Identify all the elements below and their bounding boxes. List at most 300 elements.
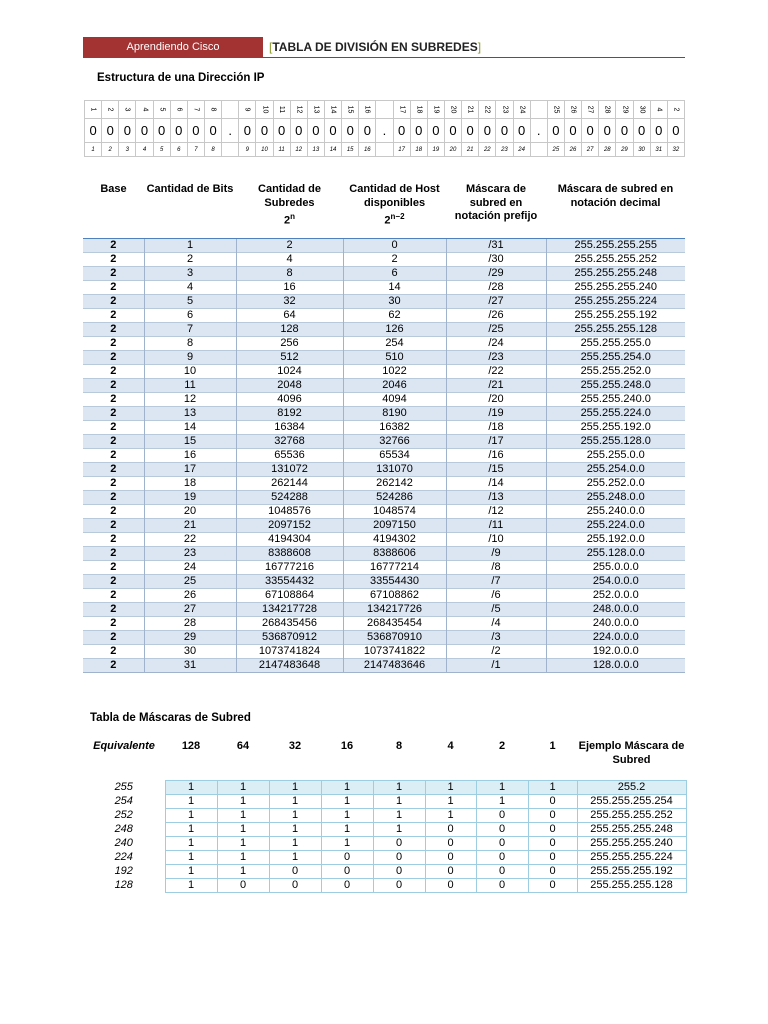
cell-equivalent: 224 [83,850,165,864]
ip-bottom-number-cell [462,143,479,157]
ip-bottom-number-cell [291,143,308,157]
cell-hosts: 1073741822 [343,644,446,658]
cell-decimal: 255.255.255.248 [546,266,685,280]
cell-bit: 0 [476,864,528,878]
cell-base: 2 [83,630,144,644]
ip-bit: 0 [291,119,308,143]
ip-top-number-cell [342,100,359,119]
ip-bit: 0 [582,119,599,143]
cell-subnets: 4 [236,252,343,266]
ip-bit: 0 [188,119,205,143]
cell-base: 2 [83,490,144,504]
ip-bottom-number: 14 [329,146,337,153]
cell-subnets: 2147483648 [236,658,343,672]
header-bit-weight: 8 [395,740,403,752]
cell-bit: 1 [476,794,528,808]
cell-decimal: 255.255.248.0 [546,378,685,392]
ip-bottom-number-cell [222,143,239,157]
cell-equivalent: 248 [83,822,165,836]
cell-hosts: 16382 [343,420,446,434]
cell-bit: 1 [425,780,476,794]
cell-prefix: /14 [446,476,546,490]
cell-subnets: 536870912 [236,630,343,644]
cell-base: 2 [83,392,144,406]
table-row [83,780,686,794]
cell-hosts: 32766 [343,434,446,448]
ip-bit: 0 [514,119,531,143]
cell-bit: 1 [373,794,425,808]
subnets-formula-base: 2 [283,214,291,227]
cell-subnets: 33554432 [236,574,343,588]
ip-bottom-number: 23 [501,146,508,153]
cell-base: 2 [83,308,144,322]
cell-bits: 18 [144,476,236,490]
cell-bit: 1 [217,836,269,850]
header-bits: Cantidad de Bits [146,183,234,195]
table-row [83,560,685,574]
header-decimal: Máscara de subred en notación decimal [557,183,674,209]
ip-top-number-cell [376,100,393,119]
cell-base: 2 [83,294,144,308]
cell-base: 2 [83,420,144,434]
table-row [83,420,685,434]
cell-prefix: /4 [446,616,546,630]
cell-bit: 0 [476,836,528,850]
cell-bit: 0 [269,864,321,878]
cell-bit: 1 [217,780,269,794]
cell-decimal: 128.0.0.0 [546,658,685,672]
ip-bottom-number-cell [256,143,273,157]
cell-equivalent: 192 [83,864,165,878]
cell-bit: 1 [321,794,373,808]
ip-bit: 0 [496,119,513,143]
ip-bottom-number-cell [548,143,565,157]
ip-bottom-number: 9 [245,146,249,153]
cell-bits: 4 [144,280,236,294]
cell-bit: 0 [373,878,425,892]
cell-bit: 1 [165,836,217,850]
ip-bottom-number: 5 [159,146,164,153]
header-prefix: Máscara de subred en notación prefijo [454,183,538,222]
cell-decimal: 255.255.255.0 [546,336,685,350]
ip-top-number: 6 [175,107,183,112]
cell-bit: 1 [528,780,577,794]
table-row [83,280,685,294]
ip-top-number-cell [531,100,548,119]
table-row [83,794,686,808]
cell-decimal: 248.0.0.0 [546,602,685,616]
cell-base: 2 [83,252,144,266]
ip-bottom-number: 16 [363,146,371,153]
cell-prefix: /20 [446,392,546,406]
cell-bits: 9 [144,350,236,364]
table-row [83,822,686,836]
cell-bits: 8 [144,336,236,350]
ip-bottom-number: 29 [621,146,628,153]
table-row [83,266,685,280]
brand-label: Aprendiendo Cisco [83,37,263,58]
cell-hosts: 33554430 [343,574,446,588]
ip-top-number: 2 [106,107,114,112]
title-bracket-close: ] [477,40,482,54]
ip-bottom-number: 4 [142,146,147,153]
ip-bottom-number-cell [411,143,428,157]
table-row [83,462,685,476]
cell-base: 2 [83,448,144,462]
ip-bottom-number: 15 [346,146,354,153]
cell-subnets: 16384 [236,420,343,434]
cell-bit: 1 [217,808,269,822]
table-row [83,878,686,892]
ip-bit-row [84,119,685,143]
ip-bit: 0 [359,119,376,143]
cell-subnets: 524288 [236,490,343,504]
ip-top-number-cell [274,100,291,119]
hosts-formula-base: 2 [384,214,391,227]
cell-decimal: 255.255.128.0 [546,434,685,448]
cell-bit: 1 [269,808,321,822]
table-row [83,448,685,462]
cell-prefix: /1 [446,658,546,672]
ip-top-number: 15 [346,105,354,114]
cell-bit: 1 [373,822,425,836]
cell-example-mask: 255.255.255.224 [577,850,686,864]
ip-top-number: 17 [398,105,406,114]
cell-bit: 0 [528,850,577,864]
cell-equivalent: 255 [83,780,165,794]
cell-prefix: /26 [446,308,546,322]
cell-hosts: 2097150 [343,518,446,532]
cell-decimal: 255.255.255.252 [546,252,685,266]
ip-top-number: 18 [415,105,423,114]
cell-prefix: /8 [446,560,546,574]
cell-hosts: 536870910 [343,630,446,644]
cell-bit: 0 [528,822,577,836]
cell-bit: 1 [269,794,321,808]
cell-subnets: 2 [236,238,343,252]
header-base: Base [100,183,127,195]
ip-bottom-number: 19 [432,146,440,153]
cell-bit: 0 [528,794,577,808]
ip-top-number-cell [582,100,599,119]
cell-bits: 2 [144,252,236,266]
cell-bit: 1 [425,794,476,808]
cell-bits: 31 [144,658,236,672]
ip-top-number-cell [136,100,153,119]
ip-bit: 0 [668,119,685,143]
cell-bit: 1 [373,780,425,794]
cell-decimal: 255.255.255.192 [546,308,685,322]
ip-bit: 0 [239,119,256,143]
cell-subnets: 8 [236,266,343,280]
ip-top-number: 4 [140,107,148,112]
ip-bottom-number: 8 [211,146,215,153]
ip-top-number: 24 [518,105,526,114]
ip-octet-separator: . [531,119,548,143]
table-row [83,434,685,448]
cell-prefix: /11 [446,518,546,532]
cell-subnets: 1024 [236,364,343,378]
ip-bit: 0 [154,119,171,143]
cell-prefix: /6 [446,588,546,602]
ip-top-number: 16 [363,105,371,114]
cell-decimal: 255.255.255.255 [546,238,685,252]
ip-bit: 0 [479,119,496,143]
ip-top-number-cell [171,100,188,119]
cell-hosts: 0 [343,238,446,252]
cell-bit: 0 [321,850,373,864]
ip-bottom-number: 6 [177,146,181,153]
table-row [83,504,685,518]
cell-subnets: 16777216 [236,560,343,574]
cell-base: 2 [83,602,144,616]
ip-top-number-cell [239,100,256,119]
cell-prefix: /18 [446,420,546,434]
cell-subnets: 268435456 [236,616,343,630]
ip-bit: 0 [428,119,445,143]
table-row [83,808,686,822]
cell-subnets: 8192 [236,406,343,420]
ip-top-number-cell [394,100,411,119]
ip-top-number: 10 [260,105,268,114]
ip-bottom-number-cell [154,143,171,157]
cell-hosts: 254 [343,336,446,350]
ip-top-number: 4 [655,107,663,112]
ip-top-number-cell [154,100,171,119]
cell-base: 2 [83,266,144,280]
cell-prefix: /30 [446,252,546,266]
cell-bit: 1 [321,808,373,822]
ip-top-number: 19 [432,105,440,114]
cell-hosts: 16777214 [343,560,446,574]
cell-bit: 0 [528,864,577,878]
table-row [83,588,685,602]
ip-bit: 0 [651,119,668,143]
title-bracket-open: [ [269,40,273,54]
table-row [83,406,685,420]
cell-bit: 1 [476,780,528,794]
ip-bit: 0 [205,119,222,143]
table-row [83,476,685,490]
cell-bits: 26 [144,588,236,602]
ip-structure-grid [84,100,685,157]
cell-base: 2 [83,462,144,476]
cell-bits: 21 [144,518,236,532]
ip-top-number-cell [325,100,342,119]
ip-bottom-number: 20 [449,146,457,153]
ip-bit: 0 [136,119,153,143]
cell-base: 2 [83,560,144,574]
cell-decimal: 255.224.0.0 [546,518,685,532]
ip-bottom-number-cell [188,143,205,157]
cell-decimal: 255.255.224.0 [546,406,685,420]
table-row [83,850,686,864]
ip-top-number-cell [651,100,668,119]
ip-top-number-cell [411,100,428,119]
ip-bottom-number: 26 [569,146,577,153]
cell-base: 2 [83,238,144,252]
cell-bits: 20 [144,504,236,518]
ip-bit: 0 [616,119,633,143]
ip-bottom-number: 24 [518,146,525,153]
cell-hosts: 6 [343,266,446,280]
cell-bit: 0 [321,864,373,878]
cell-base: 2 [83,378,144,392]
header-divider [83,57,685,58]
cell-prefix: /22 [446,364,546,378]
cell-hosts: 1048574 [343,504,446,518]
ip-top-number: 8 [209,107,217,112]
ip-top-number-cell [616,100,633,119]
table-row [83,532,685,546]
ip-bottom-number: 11 [278,146,285,153]
ip-bottom-number: 10 [261,146,268,153]
ip-bit: 0 [119,119,136,143]
ip-bottom-number-cell [514,143,531,157]
ip-bottom-number: 12 [295,146,303,153]
ip-top-number: 12 [295,105,303,114]
cell-decimal: 192.0.0.0 [546,644,685,658]
cell-bit: 0 [373,864,425,878]
cell-example-mask: 255.255.255.252 [577,808,686,822]
ip-bottom-number: 25 [552,146,560,153]
header-bit-weight: 1 [549,740,556,752]
ip-bit: 0 [84,119,102,143]
cell-bit: 0 [425,850,476,864]
cell-bit: 0 [425,836,476,850]
ip-bottom-number: 17 [398,146,405,153]
cell-hosts: 4194302 [343,532,446,546]
cell-bit: 0 [217,878,269,892]
ip-top-number: 23 [500,105,508,114]
cell-prefix: /25 [446,322,546,336]
cell-bits: 12 [144,392,236,406]
cell-subnets: 16 [236,280,343,294]
cell-bit: 1 [217,822,269,836]
subnet-table-body [83,238,685,672]
ip-top-number-row [84,100,685,119]
cell-prefix: /19 [446,406,546,420]
cell-bits: 17 [144,462,236,476]
cell-prefix: /2 [446,644,546,658]
ip-top-number: 30 [638,105,646,114]
mask-table-body [83,780,686,892]
cell-subnets: 512 [236,350,343,364]
cell-bit: 0 [373,836,425,850]
cell-hosts: 268435454 [343,616,446,630]
cell-decimal: 255.255.255.240 [546,280,685,294]
ip-bit: 0 [102,119,119,143]
ip-bottom-number-cell [479,143,496,157]
cell-subnets: 1073741824 [236,644,343,658]
cell-hosts: 14 [343,280,446,294]
cell-hosts: 4094 [343,392,446,406]
header-bit-weight: 2 [498,740,506,752]
ip-bottom-number-cell [102,143,119,157]
cell-base: 2 [83,406,144,420]
ip-top-number-cell [668,100,685,119]
table-row [83,546,685,560]
table-row [83,308,685,322]
cell-bit: 0 [476,850,528,864]
ip-top-number: 27 [586,105,594,114]
header-hosts [343,180,446,238]
cell-bits: 19 [144,490,236,504]
cell-base: 2 [83,322,144,336]
cell-hosts: 8388606 [343,546,446,560]
document-title [269,37,481,58]
cell-bit: 1 [321,780,373,794]
ip-bit: 0 [634,119,651,143]
cell-subnets: 8388608 [236,546,343,560]
cell-base: 2 [83,532,144,546]
ip-top-number-cell [514,100,531,119]
ip-bit: 0 [256,119,273,143]
cell-prefix: /13 [446,490,546,504]
subnet-table [83,180,685,673]
header-bit-weight: 32 [288,740,302,752]
cell-hosts: 8190 [343,406,446,420]
table-row [83,252,685,266]
cell-base: 2 [83,350,144,364]
cell-decimal: 255.248.0.0 [546,490,685,504]
table-row [83,630,685,644]
ip-bottom-number-cell [376,143,393,157]
cell-prefix: /23 [446,350,546,364]
cell-base: 2 [83,336,144,350]
cell-bits: 24 [144,560,236,574]
mask-table-title: Tabla de Máscaras de Subred [90,712,251,724]
ip-top-number: 13 [312,105,320,114]
cell-bit: 1 [217,850,269,864]
cell-bit: 1 [165,850,217,864]
cell-base: 2 [83,644,144,658]
cell-hosts: 262142 [343,476,446,490]
ip-top-number-cell [462,100,479,119]
cell-equivalent: 252 [83,808,165,822]
ip-bit: 0 [394,119,411,143]
cell-subnets: 131072 [236,462,343,476]
ip-top-number-cell [188,100,205,119]
ip-top-number-cell [256,100,273,119]
cell-base: 2 [83,588,144,602]
ip-bottom-number-row [84,143,685,157]
ip-top-number-cell [291,100,308,119]
cell-prefix: /17 [446,434,546,448]
ip-bit: 0 [565,119,582,143]
table-row [83,644,685,658]
ip-bottom-number-cell [582,143,599,157]
ip-bottom-number-cell [394,143,411,157]
cell-bits: 30 [144,644,236,658]
cell-hosts: 131070 [343,462,446,476]
title-text: TABLA DE DIVISIÓN EN SUBREDES [272,40,478,54]
cell-decimal: 255.255.192.0 [546,420,685,434]
cell-bit: 1 [165,780,217,794]
cell-prefix: /27 [446,294,546,308]
cell-decimal: 254.0.0.0 [546,574,685,588]
cell-equivalent: 128 [83,878,165,892]
ip-bottom-number: 2 [108,146,112,153]
ip-bit: 0 [462,119,479,143]
cell-hosts: 510 [343,350,446,364]
cell-bits: 28 [144,616,236,630]
cell-bit: 1 [269,780,321,794]
cell-prefix: /15 [446,462,546,476]
cell-bit: 1 [373,808,425,822]
cell-base: 2 [83,434,144,448]
ip-bit: 0 [274,119,291,143]
